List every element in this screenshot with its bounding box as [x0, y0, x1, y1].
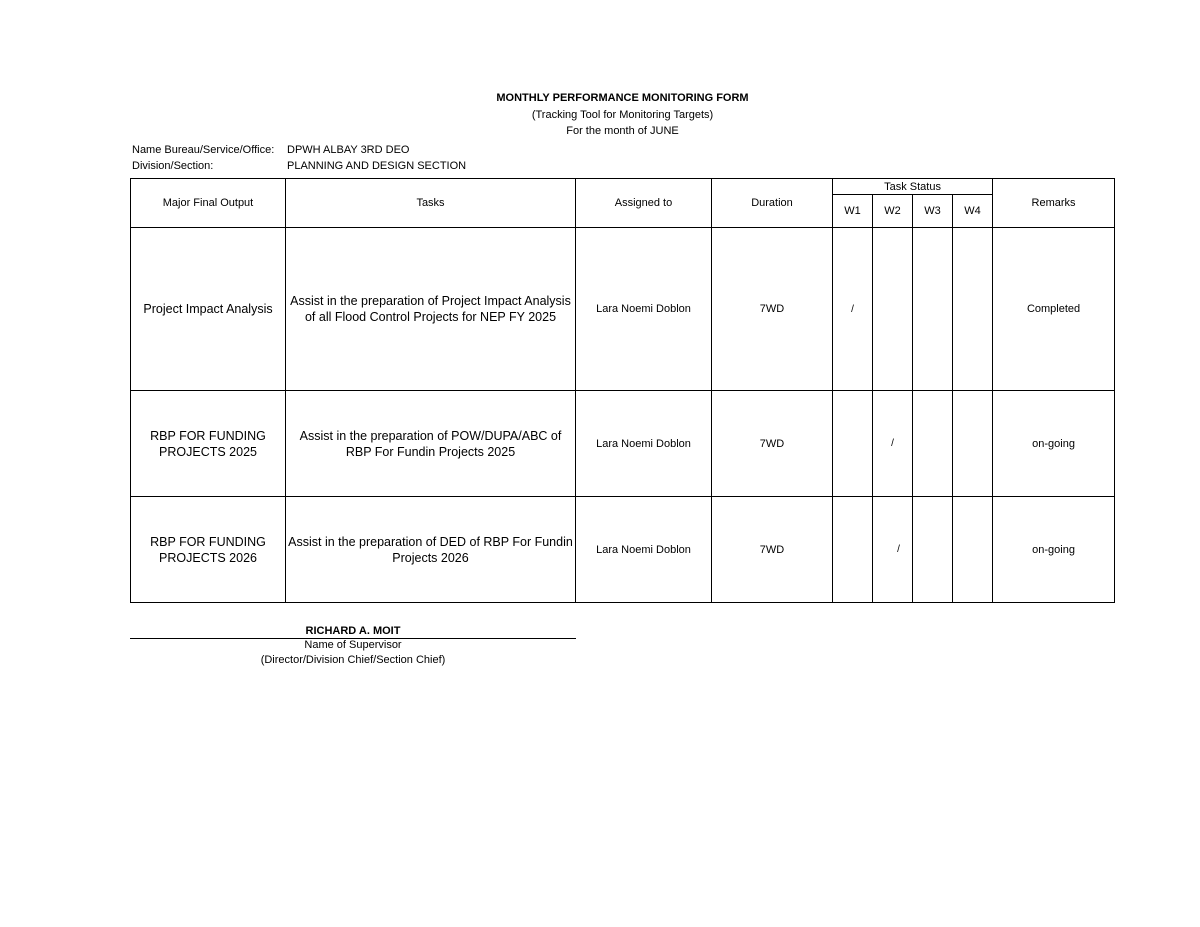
- form-subtitle: (Tracking Tool for Monitoring Targets): [531, 109, 714, 121]
- w1-cell: [833, 391, 873, 497]
- w3-cell: [913, 497, 953, 603]
- header-w1: W1: [833, 195, 873, 228]
- assigned-cell: Lara Noemi Doblon: [576, 497, 712, 603]
- remarks-cell: on-going: [993, 497, 1115, 603]
- form-month: For the month of JUNE: [566, 125, 679, 137]
- header-row: [131, 179, 1115, 195]
- division-value: PLANNING AND DESIGN SECTION: [287, 160, 467, 172]
- w2-cell: [873, 228, 913, 391]
- office-label: Name Bureau/Service/Office:: [132, 144, 275, 156]
- w2-mark: /: [897, 544, 900, 555]
- task-cell: Assist in the preparation of Project Impact Analysis of all Flood Control Projects for NEP FY 2025: [286, 228, 576, 391]
- w1-cell: [833, 497, 873, 603]
- header-w3: W3: [913, 195, 953, 228]
- duration-cell: 7WD: [712, 391, 833, 497]
- w4-cell: [953, 391, 993, 497]
- supervisor-title: (Director/Division Chief/Section Chief): [260, 654, 446, 666]
- header-mfo: Major Final Output: [131, 179, 286, 228]
- w2-cell: /: [873, 391, 913, 497]
- header-w2: W2: [873, 195, 913, 228]
- task-cell: Assist in the preparation of DED of RBP For Fundin Projects 2026: [286, 497, 576, 603]
- mfo-cell: RBP FOR FUNDING PROJECTS 2025: [131, 391, 286, 497]
- duration-cell: 7WD: [712, 228, 833, 391]
- duration-cell: 7WD: [712, 497, 833, 603]
- division-label: Division/Section:: [132, 160, 214, 172]
- header-tasks: Tasks: [286, 179, 576, 228]
- header-remarks: Remarks: [993, 179, 1115, 228]
- supervisor-role: Name of Supervisor: [304, 639, 402, 651]
- performance-table: [130, 178, 1115, 603]
- supervisor-name: RICHARD A. MOIT: [305, 625, 401, 637]
- mfo-cell: Project Impact Analysis: [131, 228, 286, 391]
- w3-cell: [913, 228, 953, 391]
- w2-cell: [873, 497, 913, 603]
- task-cell: Assist in the preparation of POW/DUPA/ABC of RBP For Fundin Projects 2025: [286, 391, 576, 497]
- header-w4: W4: [953, 195, 993, 228]
- mfo-cell: RBP FOR FUNDING PROJECTS 2026: [131, 497, 286, 603]
- w1-cell: /: [833, 228, 873, 391]
- office-value: DPWH ALBAY 3RD DEO: [287, 144, 410, 156]
- header-task-status: Task Status: [833, 179, 993, 195]
- header-duration: Duration: [712, 179, 833, 228]
- header-assigned: Assigned to: [576, 179, 712, 228]
- assigned-cell: Lara Noemi Doblon: [576, 391, 712, 497]
- table-row: [131, 497, 1115, 603]
- assigned-cell: Lara Noemi Doblon: [576, 228, 712, 391]
- w4-cell: [953, 228, 993, 391]
- w4-cell: [953, 497, 993, 603]
- form-title: MONTHLY PERFORMANCE MONITORING FORM: [496, 92, 749, 104]
- table-row: [131, 391, 1115, 497]
- table-row: [131, 228, 1115, 391]
- w3-cell: [913, 391, 953, 497]
- remarks-cell: on-going: [993, 391, 1115, 497]
- remarks-cell: Completed: [993, 228, 1115, 391]
